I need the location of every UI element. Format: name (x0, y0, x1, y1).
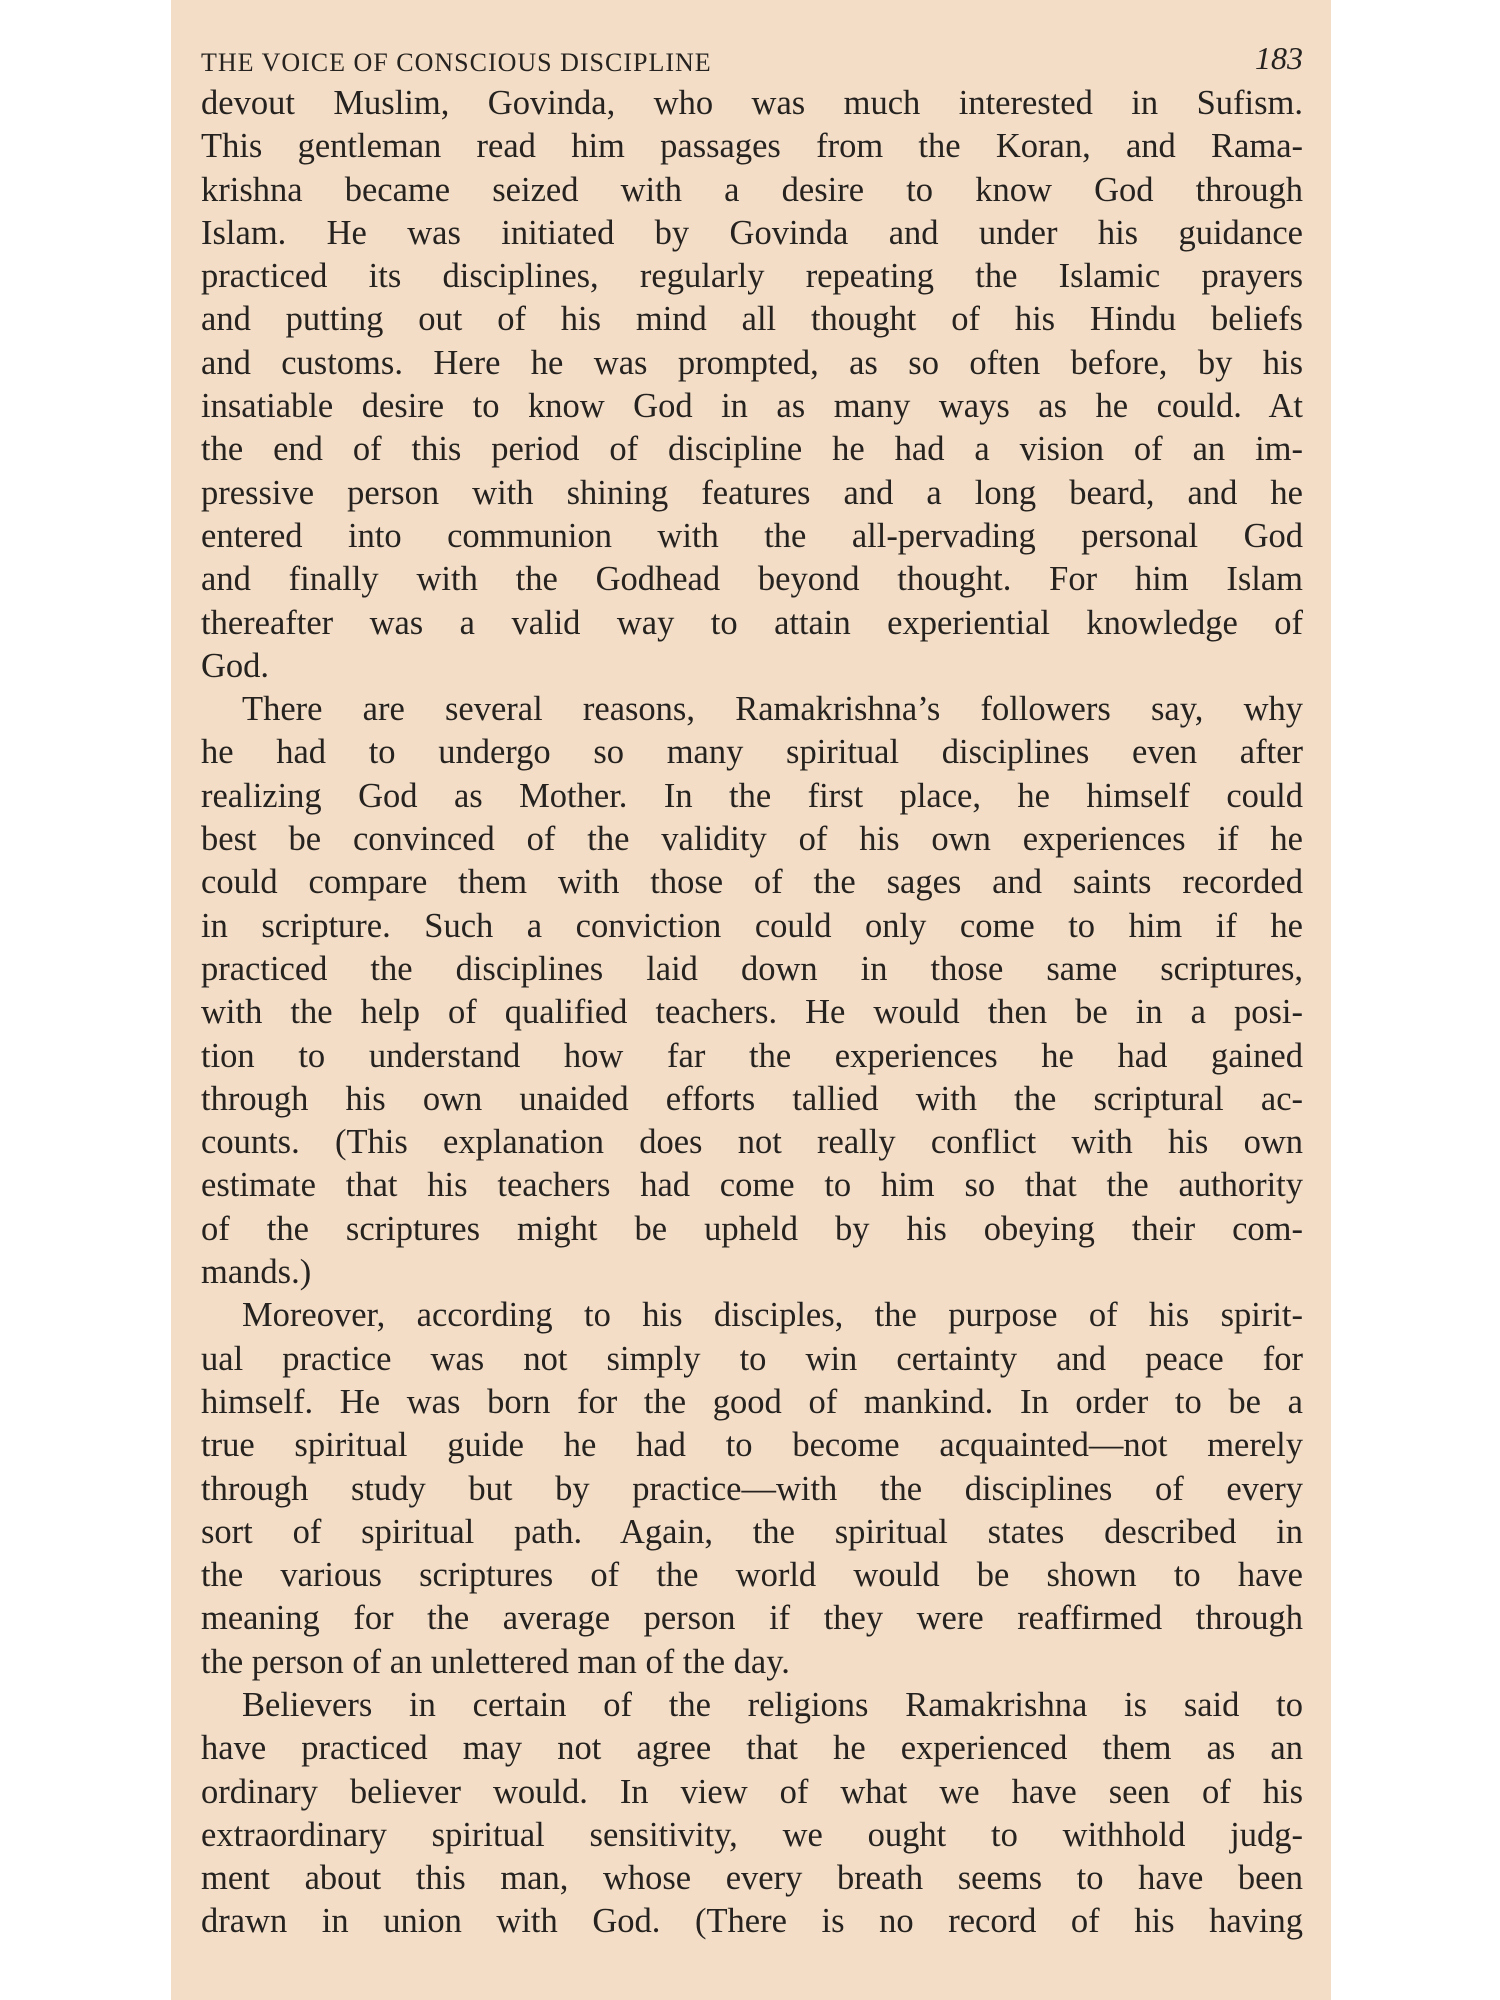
text-line: realizing God as Mother. In the first place, he himself could (201, 776, 1303, 815)
text-line: and customs. Here he was prompted, as so often before, by his (201, 343, 1303, 382)
text-line: estimate that his teachers had come to him so that the authority (201, 1166, 1303, 1205)
text-line: the various scriptures of the world would be shown to have (201, 1556, 1303, 1595)
text-line: could compare them with those of the sages and saints recorded (201, 863, 1303, 902)
text-line: meaning for the average person if they were reaffirmed through (201, 1599, 1303, 1638)
text-line: true spiritual guide he had to become acquainted—not merely (201, 1426, 1303, 1465)
text-line: Believers in certain of the religions Ramakrishna is said to (242, 1685, 1303, 1724)
text-line: with the help of qualified teachers. He would then be in a posi- (201, 993, 1303, 1032)
text-line: extraordinary spiritual sensitivity, we ought to withhold judg- (201, 1815, 1303, 1854)
text-line: through his own unaided efforts tallied with the scriptural ac- (201, 1079, 1303, 1118)
page-number: 183 (1255, 40, 1303, 76)
text-line: tion to understand how far the experiences he had gained (201, 1036, 1303, 1075)
text-line: Islam. He was initiated by Govinda and under his guidance (201, 213, 1303, 252)
text-line: himself. He was born for the good of mankind. In order to be a (201, 1382, 1303, 1421)
paragraph (201, 1294, 1303, 1684)
running-head (201, 38, 1303, 82)
text-line: and putting out of his mind all thought of his Hindu beliefs (201, 300, 1303, 339)
text-line: entered into communion with the all-pervading personal God (201, 516, 1303, 555)
text-line: Moreover, according to his disciples, the purpose of his spirit- (242, 1296, 1303, 1335)
text-line: sort of spiritual path. Again, the spiritual states described in (201, 1512, 1303, 1551)
text-line: mands.) (201, 1253, 312, 1292)
text-line: through study but by practice—with the disciplines of every (201, 1469, 1303, 1508)
text-line: the end of this period of discipline he had a vision of an im- (201, 430, 1303, 469)
text-line: counts. (This explanation does not really conflict with his own (201, 1123, 1303, 1162)
text-line: thereafter was a valid way to attain experiential knowledge of (201, 603, 1303, 642)
text-line: he had to undergo so many spiritual disciplines even after (201, 733, 1303, 772)
text-line: devout Muslim, Govinda, who was much interested in Sufism. (201, 84, 1303, 122)
text-line: best be convinced of the validity of his own experiences if he (201, 820, 1303, 859)
text-line: practiced its disciplines, regularly repeating the Islamic prayers (201, 257, 1303, 296)
book-page (171, 0, 1331, 2000)
text-line: God. (201, 646, 270, 685)
text-line: practiced the disciplines laid down in those same scriptures, (201, 949, 1303, 988)
text-line: insatiable desire to know God in as many ways as he could. At (201, 387, 1303, 426)
paragraph (201, 688, 1303, 1294)
running-title: THE VOICE OF CONSCIOUS DISCIPLINE (201, 48, 712, 77)
body-text (201, 82, 1303, 1944)
text-line: ordinary believer would. In view of what we have seen of his (201, 1772, 1303, 1811)
text-line: of the scriptures might be upheld by his obeying their com- (201, 1209, 1303, 1248)
text-line: ment about this man, whose every breath seems to have been (201, 1859, 1303, 1898)
text-line: pressive person with shining features and a long beard, and he (201, 473, 1303, 512)
text-line: krishna became seized with a desire to know God through (201, 170, 1303, 209)
text-line: in scripture. Such a conviction could only come to him if he (201, 906, 1303, 945)
text-line: have practiced may not agree that he experienced them as an (201, 1729, 1303, 1768)
text-line: the person of an unlettered man of the day. (201, 1642, 790, 1681)
text-line: ual practice was not simply to win certainty and peace for (201, 1339, 1303, 1378)
text-line: and finally with the Godhead beyond thought. For him Islam (201, 560, 1303, 599)
paragraph (201, 82, 1303, 688)
paragraph (201, 1684, 1303, 1944)
text-line: There are several reasons, Ramakrishna’s followers say, why (242, 690, 1303, 729)
text-line: This gentleman read him passages from the Koran, and Rama- (201, 127, 1303, 166)
text-line: drawn in union with God. (There is no record of his having (201, 1902, 1303, 1941)
